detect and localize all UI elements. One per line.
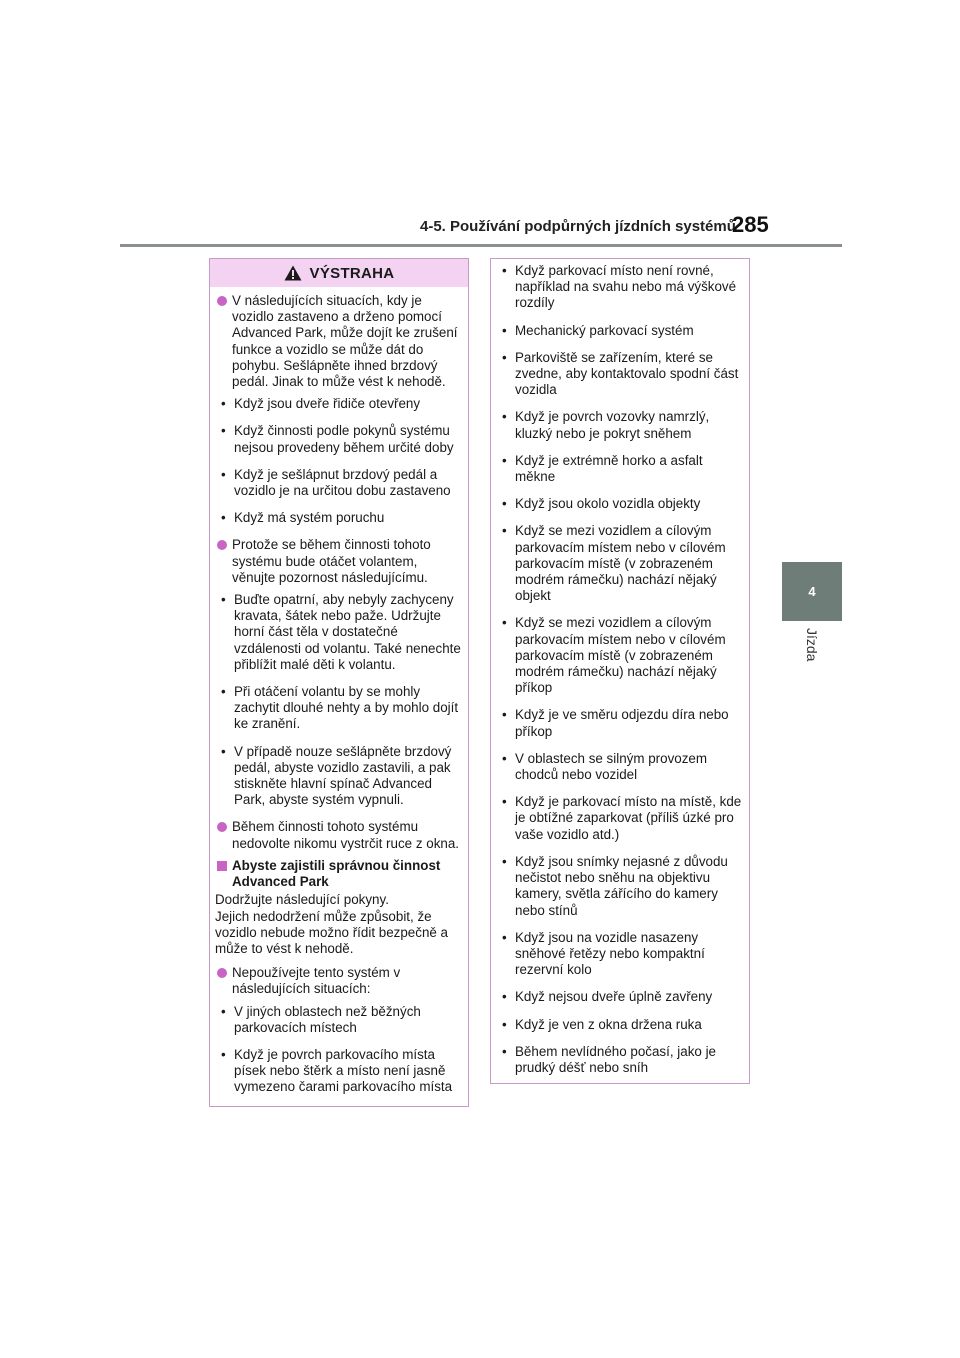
warning-point: Protože se během činnosti tohoto systému bude otáčet volantem, věnujte pozornost následujícímu. — [215, 537, 462, 586]
paragraph: Dodržujte následující pokyny. — [215, 892, 389, 908]
situation-list — [491, 259, 749, 1076]
list-item: • Když je sešlápnut brzdový pedál a vozidlo je na určitou dobu zastaveno — [215, 467, 462, 499]
list-item: • Během nevlídného počasí, jako je prudký déšť nebo sníh — [496, 1044, 743, 1076]
list-item: • Když jsou okolo vozidla objekty — [496, 496, 743, 512]
list-item: • V oblastech se silným provozem chodců nebo vozidel — [496, 751, 743, 783]
list-item: • Když nejsou dveře úplně zavřeny — [496, 989, 743, 1005]
list-item: • Když parkovací místo není rovné, například na svahu nebo má výškové rozdíly — [496, 263, 743, 312]
warning-point: Během činnosti tohoto systému nedovolte nikomu vystrčit ruce z okna. — [215, 819, 462, 851]
header-divider — [120, 244, 842, 247]
list-item: • Parkoviště se zařízením, které se zvedne, aby kontaktovalo spodní část vozidla — [496, 350, 743, 399]
chapter-tab[interactable] — [782, 562, 842, 621]
list-item: • V jiných oblastech než běžných parkovacích místech — [215, 1004, 462, 1036]
page-number: 285 — [732, 212, 769, 237]
list-item: • Buďte opatrní, aby nebyly zachyceny kravata, šátek nebo paže. Udržujte horní část těla v dostatečné vzdálenosti od volantu. Také nenechte přiblížit malé děti k volantu. — [215, 592, 462, 673]
section-title: 4-5. Používání podpůrných jízdních systémů — [420, 218, 736, 235]
warning-triangle-icon — [284, 265, 302, 281]
list-item: • Když činnosti podle pokynů systému nejsou provedeny během určité doby — [215, 423, 462, 455]
chapter-label: Jízda — [804, 628, 820, 662]
list-item: • Mechanický parkovací systém — [496, 323, 743, 339]
chapter-number: 4 — [808, 584, 816, 599]
paragraph: Jejich nedodržení může způsobit, že vozidlo nebude možno řídit bezpečně a může to vést k nehodě. — [215, 908, 449, 956]
warning-box-right — [490, 258, 750, 1084]
list-item: • Když je extrémně horko a asfalt měkne — [496, 453, 743, 485]
list-item: • Při otáčení volantu by se mohly zachytit dlouhé nehty a by mohlo dojít ke zranění. — [215, 684, 462, 733]
warning-box-left — [209, 258, 469, 1107]
list-item: • Když je parkovací místo na místě, kde je obtížné zaparkovat (příliš úzké pro vaše vozidlo atd.) — [496, 794, 743, 843]
list-item: • Když se mezi vozidlem a cílovým parkovacím místem nebo v cílovém parkovacím místě (v zobrazeném modrém rámečku) nachází nějaký objekt — [496, 523, 743, 604]
list-item: • Když se mezi vozidlem a cílovým parkovacím místem nebo v cílovém parkovacím místě (v zobrazeném modrém rámečku) nachází nějaký příkop — [496, 615, 743, 696]
list-item: • Když je povrch parkovacího místa písek nebo štěrk a místo není jasně vymezeno čarami parkovacího místa — [215, 1047, 462, 1096]
warning-header — [210, 259, 468, 287]
list-item: • Když jsou dveře řidiče otevřeny — [215, 396, 462, 412]
list-item: • Když je ven z okna držena ruka — [496, 1017, 743, 1033]
warning-point: Nepoužívejte tento systém v následujících situacích: — [215, 965, 462, 997]
list-item: • Když jsou snímky nejasné z důvodu nečistot nebo sněhu na objektivu kamery, světla zářícího do kamery nebo stínů — [496, 854, 743, 919]
warning-title: VÝSTRAHA — [309, 264, 395, 282]
subsection-heading: Abyste zajistili správnou činnost Advanced Park — [215, 858, 462, 890]
warning-point: V následujících situacích, kdy je vozidlo zastaveno a drženo pomocí Advanced Park, může dojít ke zrušení funkce a vozidlo se může dát do pohybu. Sešlápněte ihned brzdový pedál. Jinak to může vést k nehodě. — [215, 293, 462, 390]
list-item: • Když je ve směru odjezdu díra nebo příkop — [496, 707, 743, 739]
list-item: • Když má systém poruchu — [215, 510, 462, 526]
list-item: • Když je povrch vozovky namrzlý, kluzký nebo je pokryt sněhem — [496, 409, 743, 441]
list-item: • Když jsou na vozidle nasazeny sněhové řetězy nebo kompaktní rezervní kolo — [496, 930, 743, 979]
list-item: • V případě nouze sešlápněte brzdový pedál, abyste vozidlo zastavili, a pak stiskněte hlavní spínač Advanced Park, abyste systém vypnuli. — [215, 744, 462, 809]
